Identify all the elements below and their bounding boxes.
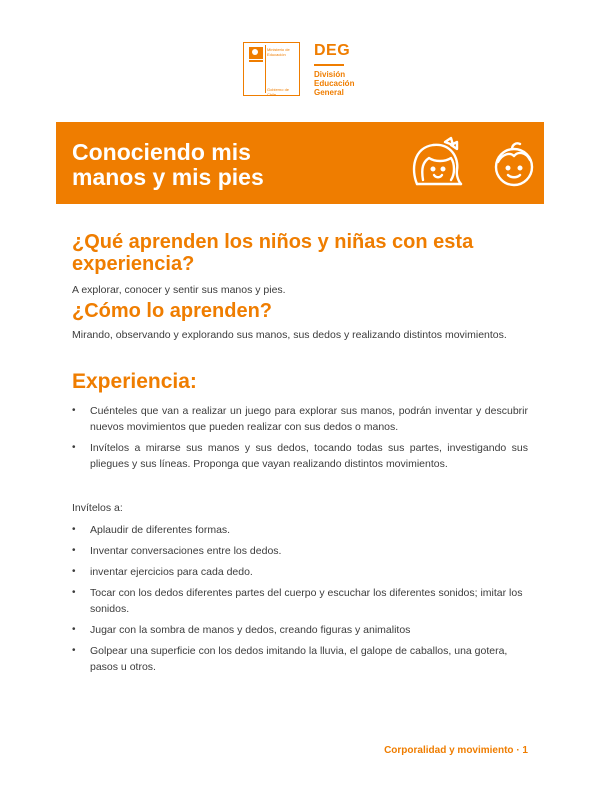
deg-line-1: División xyxy=(314,70,346,79)
section-heading-learn: ¿Qué aprenden los niños y niñas con esta experiencia? xyxy=(72,231,474,275)
invite-label: Invítelos a: xyxy=(72,502,123,514)
list-item: • Inventar conversaciones entre los dedos. xyxy=(72,543,528,559)
list-item: • Cuénteles que van a realizar un juego para explorar sus manos, podrán inventar y descubrir nuevos movimientos que pueden realizar con sus dedos o manos. xyxy=(72,403,528,435)
list-item: • Jugar con la sombra de manos y dedos, creando figuras y animalitos xyxy=(72,622,528,638)
government-text: Gobierno de Chile xyxy=(267,87,290,97)
girl-face-icon xyxy=(407,136,465,190)
deg-title: DEG xyxy=(314,42,351,59)
section-text-learn: A explorar, conocer y sentir sus manos y pies. xyxy=(72,284,286,296)
ministry-text: Ministerio de Educación xyxy=(267,47,290,57)
experience-list xyxy=(72,403,528,477)
invite-list xyxy=(72,522,528,680)
list-item: • Invítelos a mirarse sus manos y sus dedos, tocando todas sus partes, investigando sus pliegues y sus líneas. Proponga que vayan realizando distintos movimientos. xyxy=(72,440,528,472)
deg-line-2: Educación xyxy=(314,79,355,88)
chile-flag-icon xyxy=(249,47,263,59)
section-heading-experience: Experiencia: xyxy=(72,370,197,393)
logo-divider xyxy=(265,45,266,93)
list-item: • Golpear una superficie con los dedos imitando la lluvia, el galope de caballos, una gotera, pasos u otros. xyxy=(72,643,528,675)
section-text-how: Mirando, observando y explorando sus manos, sus dedos y realizando distintos movimientos. xyxy=(72,329,507,341)
deg-line-3: General xyxy=(314,88,344,97)
flag-bar xyxy=(249,60,263,62)
list-item: • inventar ejercicios para cada dedo. xyxy=(72,564,528,580)
deg-underline xyxy=(314,64,344,66)
boy-face-icon xyxy=(492,140,536,190)
ministry-logo xyxy=(243,42,300,96)
list-item: • Aplaudir de diferentes formas. xyxy=(72,522,528,538)
title-banner xyxy=(56,122,544,204)
section-heading-how: ¿Cómo lo aprenden? xyxy=(72,300,272,322)
list-item: • Tocar con los dedos diferentes partes del cuerpo y escuchar los diferentes sonidos; imitar los sonidos. xyxy=(72,585,528,617)
page-footer: Corporalidad y movimiento · 1 xyxy=(384,745,528,756)
page-title: Conociendo mis manos y mis pies xyxy=(72,139,264,190)
deg-logo xyxy=(314,42,354,97)
